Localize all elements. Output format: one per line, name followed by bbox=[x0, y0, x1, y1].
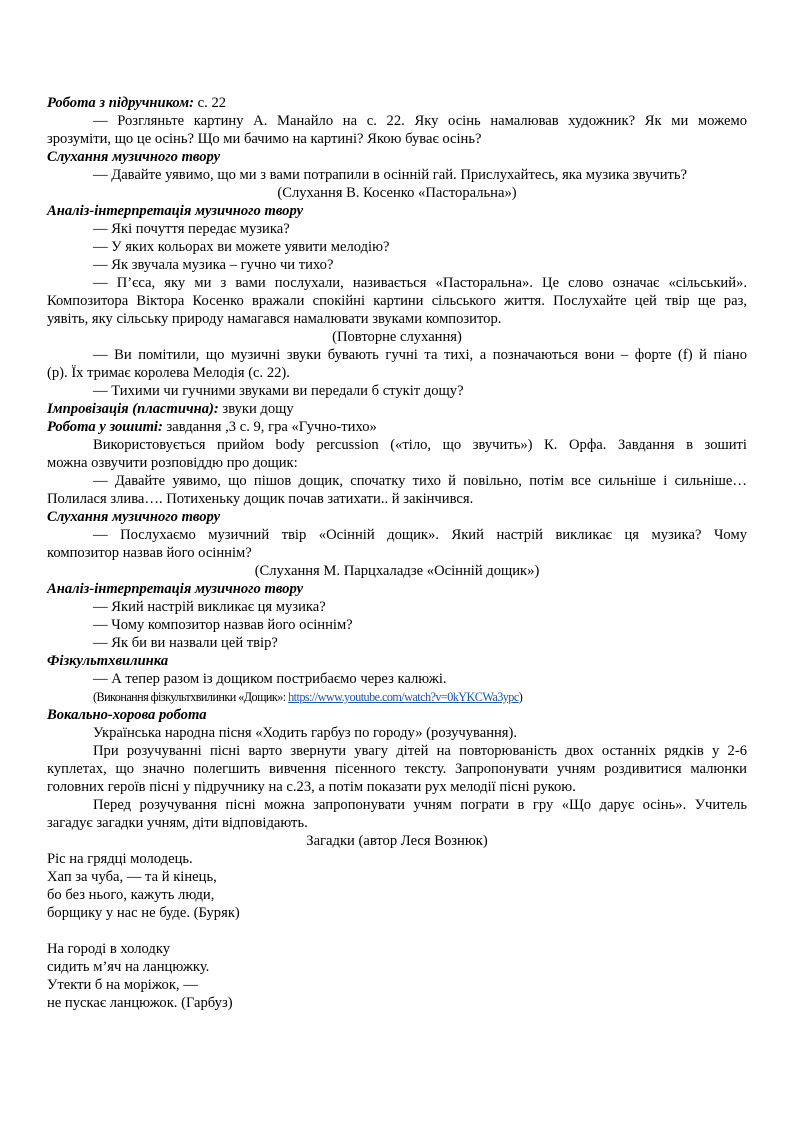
analysis-paragraph-line: уявіть, яку сільську природу намагався намалювати звуками композитор. bbox=[47, 311, 502, 327]
analysis-question: — Які почуття передає музика? bbox=[93, 221, 290, 237]
vocal-paragraph-line: куплетах, що значно полегшить вивчення пісенного тексту. Запропонувати учням роздивитися малюнки bbox=[47, 761, 747, 777]
riddles-title: Загадки (автор Леся Вознюк) bbox=[306, 833, 488, 849]
analysis-heading-2: Аналіз-інтерпретація музичного твору bbox=[47, 581, 304, 597]
analysis-question: — Як звучала музика – гучно чи тихо? bbox=[93, 257, 334, 273]
riddle-line: Хап за чуба, — та й кінець, bbox=[47, 869, 217, 885]
video-prefix: (Виконання фізкультхвилинки «Дощик»: bbox=[93, 690, 289, 704]
notebook-body-line: можна озвучити розповіддю про дощик: bbox=[47, 455, 298, 471]
analysis-paragraph-line: — П’єса, яку ми з вами послухали, називається «Пасторальна». Це слово означає «сільський». bbox=[93, 275, 747, 291]
riddle-line: Утекти б на моріжок, — bbox=[47, 977, 198, 993]
textbook-line bbox=[47, 94, 747, 112]
notebook-line bbox=[47, 418, 747, 436]
analysis-heading-1: Аналіз-інтерпретація музичного твору bbox=[47, 203, 304, 219]
physical-break-text: — А тепер разом із дощиком пострибаємо через калюжі. bbox=[93, 671, 447, 687]
riddle-line: бо без нього, кажуть люди, bbox=[47, 887, 215, 903]
improvisation-heading: Імпровізація (пластична): bbox=[47, 401, 219, 417]
analysis-question: — У яких кольорах ви можете уявити мелодію? bbox=[93, 239, 390, 255]
rain-story-line: Полилася злива…. Потихеньку дощик почав затихати.. й закінчився. bbox=[47, 491, 474, 507]
riddle-line: не пускає ланцюжок. (Гарбуз) bbox=[47, 995, 233, 1011]
listening-heading-1: Слухання музичного твору bbox=[47, 149, 221, 165]
textbook-question-2: зрозуміти, що це осінь? Що ми бачимо на картині? Якою буває осінь? bbox=[47, 131, 482, 147]
improvisation-line bbox=[47, 400, 747, 418]
notebook-task: завдання ,3 с. 9, гра «Гучно-тихо» bbox=[162, 419, 377, 435]
analysis-paragraph-line: Композитора Віктора Косенко вражали спокійні картини сільського життя. Послухайте цей твір ще раз, bbox=[47, 293, 747, 309]
textbook-question-1: — Розгляньте картину А. Манайло на с. 22. Яку осінь намалював художник? Як ми можемо bbox=[93, 113, 747, 129]
notebook-body-line: Використовується прийом body percussion («тіло, що звучить») К. Орфа. Завдання в зошиті bbox=[93, 437, 747, 453]
vocal-paragraph-line: головних героїв пісні у підручнику на с.23, а потім показати рух мелодії пісні рукою. bbox=[47, 779, 576, 795]
riddle-line: Ріс на грядці молодець. bbox=[47, 851, 193, 867]
song-title-line: Українська народна пісня «Ходить гарбуз по городу» (розучування). bbox=[93, 725, 518, 741]
vocal-paragraph-line: загадує загадки учням, діти відповідають. bbox=[47, 815, 308, 831]
improvisation-text: звуки дощу bbox=[218, 401, 294, 417]
dynamics-line: (p). Їх тримає королева Мелодія (с. 22). bbox=[47, 365, 290, 381]
vocal-heading: Вокально-хорова робота bbox=[47, 707, 207, 723]
analysis-question: — Чому композитор назвав його осіннім? bbox=[93, 617, 353, 633]
rain-story-line: — Давайте уявимо, що пішов дощик, спочатку тихо й повільно, потім все сильніше і сильніше… bbox=[93, 473, 747, 489]
dynamics-line: — Ви помітили, що музичні звуки бувають гучні та тихі, а позначаються вони – форте (f) й піано bbox=[93, 347, 747, 363]
document-page bbox=[47, 94, 747, 1012]
textbook-page: с. 22 bbox=[194, 95, 227, 111]
physical-video-line bbox=[47, 688, 747, 706]
riddle-line: сидить м’яч на ланцюжку. bbox=[47, 959, 210, 975]
riddle-spacer bbox=[47, 922, 747, 940]
riddle-line: На городі в холодку bbox=[47, 941, 171, 957]
analysis-question: — Як би ви назвали цей твір? bbox=[93, 635, 278, 651]
textbook-heading: Робота з підручником: bbox=[47, 95, 195, 111]
listening-note-1: (Слухання В. Косенко «Пасторальна») bbox=[277, 185, 517, 201]
listening-prompt-2: — Послухаємо музичний твір «Осінній дощик». Який настрій викликає ця музика? Чому bbox=[93, 527, 747, 543]
analysis-question: — Який настрій викликає ця музика? bbox=[93, 599, 326, 615]
physical-break-heading: Фізкультхвилинка bbox=[47, 653, 169, 669]
youtube-link[interactable]: https://www.youtube.com/watch?v=0kYKCWa3ypc bbox=[288, 690, 519, 704]
listening-prompt-1: — Давайте уявимо, що ми з вами потрапили в осінній гай. Прислухайтесь, яка музика звучить? bbox=[93, 167, 688, 183]
notebook-heading: Робота у зошиті: bbox=[47, 419, 163, 435]
vocal-paragraph-line: Перед розучування пісні можна запропонувати учням пограти в гру «Що дарує осінь». Учитель bbox=[93, 797, 747, 813]
listening-prompt-2-cont: композитор назвав його осіннім? bbox=[47, 545, 252, 561]
repeat-listening-note: (Повторне слухання) bbox=[332, 329, 462, 345]
vocal-paragraph-line: При розучуванні пісні варто звернути увагу дітей на повторюваність двох останніх рядків у 2-6 bbox=[93, 743, 747, 759]
listening-note-2: (Слухання М. Парцхаладзе «Осінній дощик») bbox=[254, 563, 540, 579]
riddle-line: борщику у нас не буде. (Буряк) bbox=[47, 905, 240, 921]
analysis-question: — Тихими чи гучними звуками ви передали б стукіт дощу? bbox=[93, 383, 464, 399]
video-suffix: ) bbox=[518, 690, 523, 704]
listening-heading-2: Слухання музичного твору bbox=[47, 509, 221, 525]
